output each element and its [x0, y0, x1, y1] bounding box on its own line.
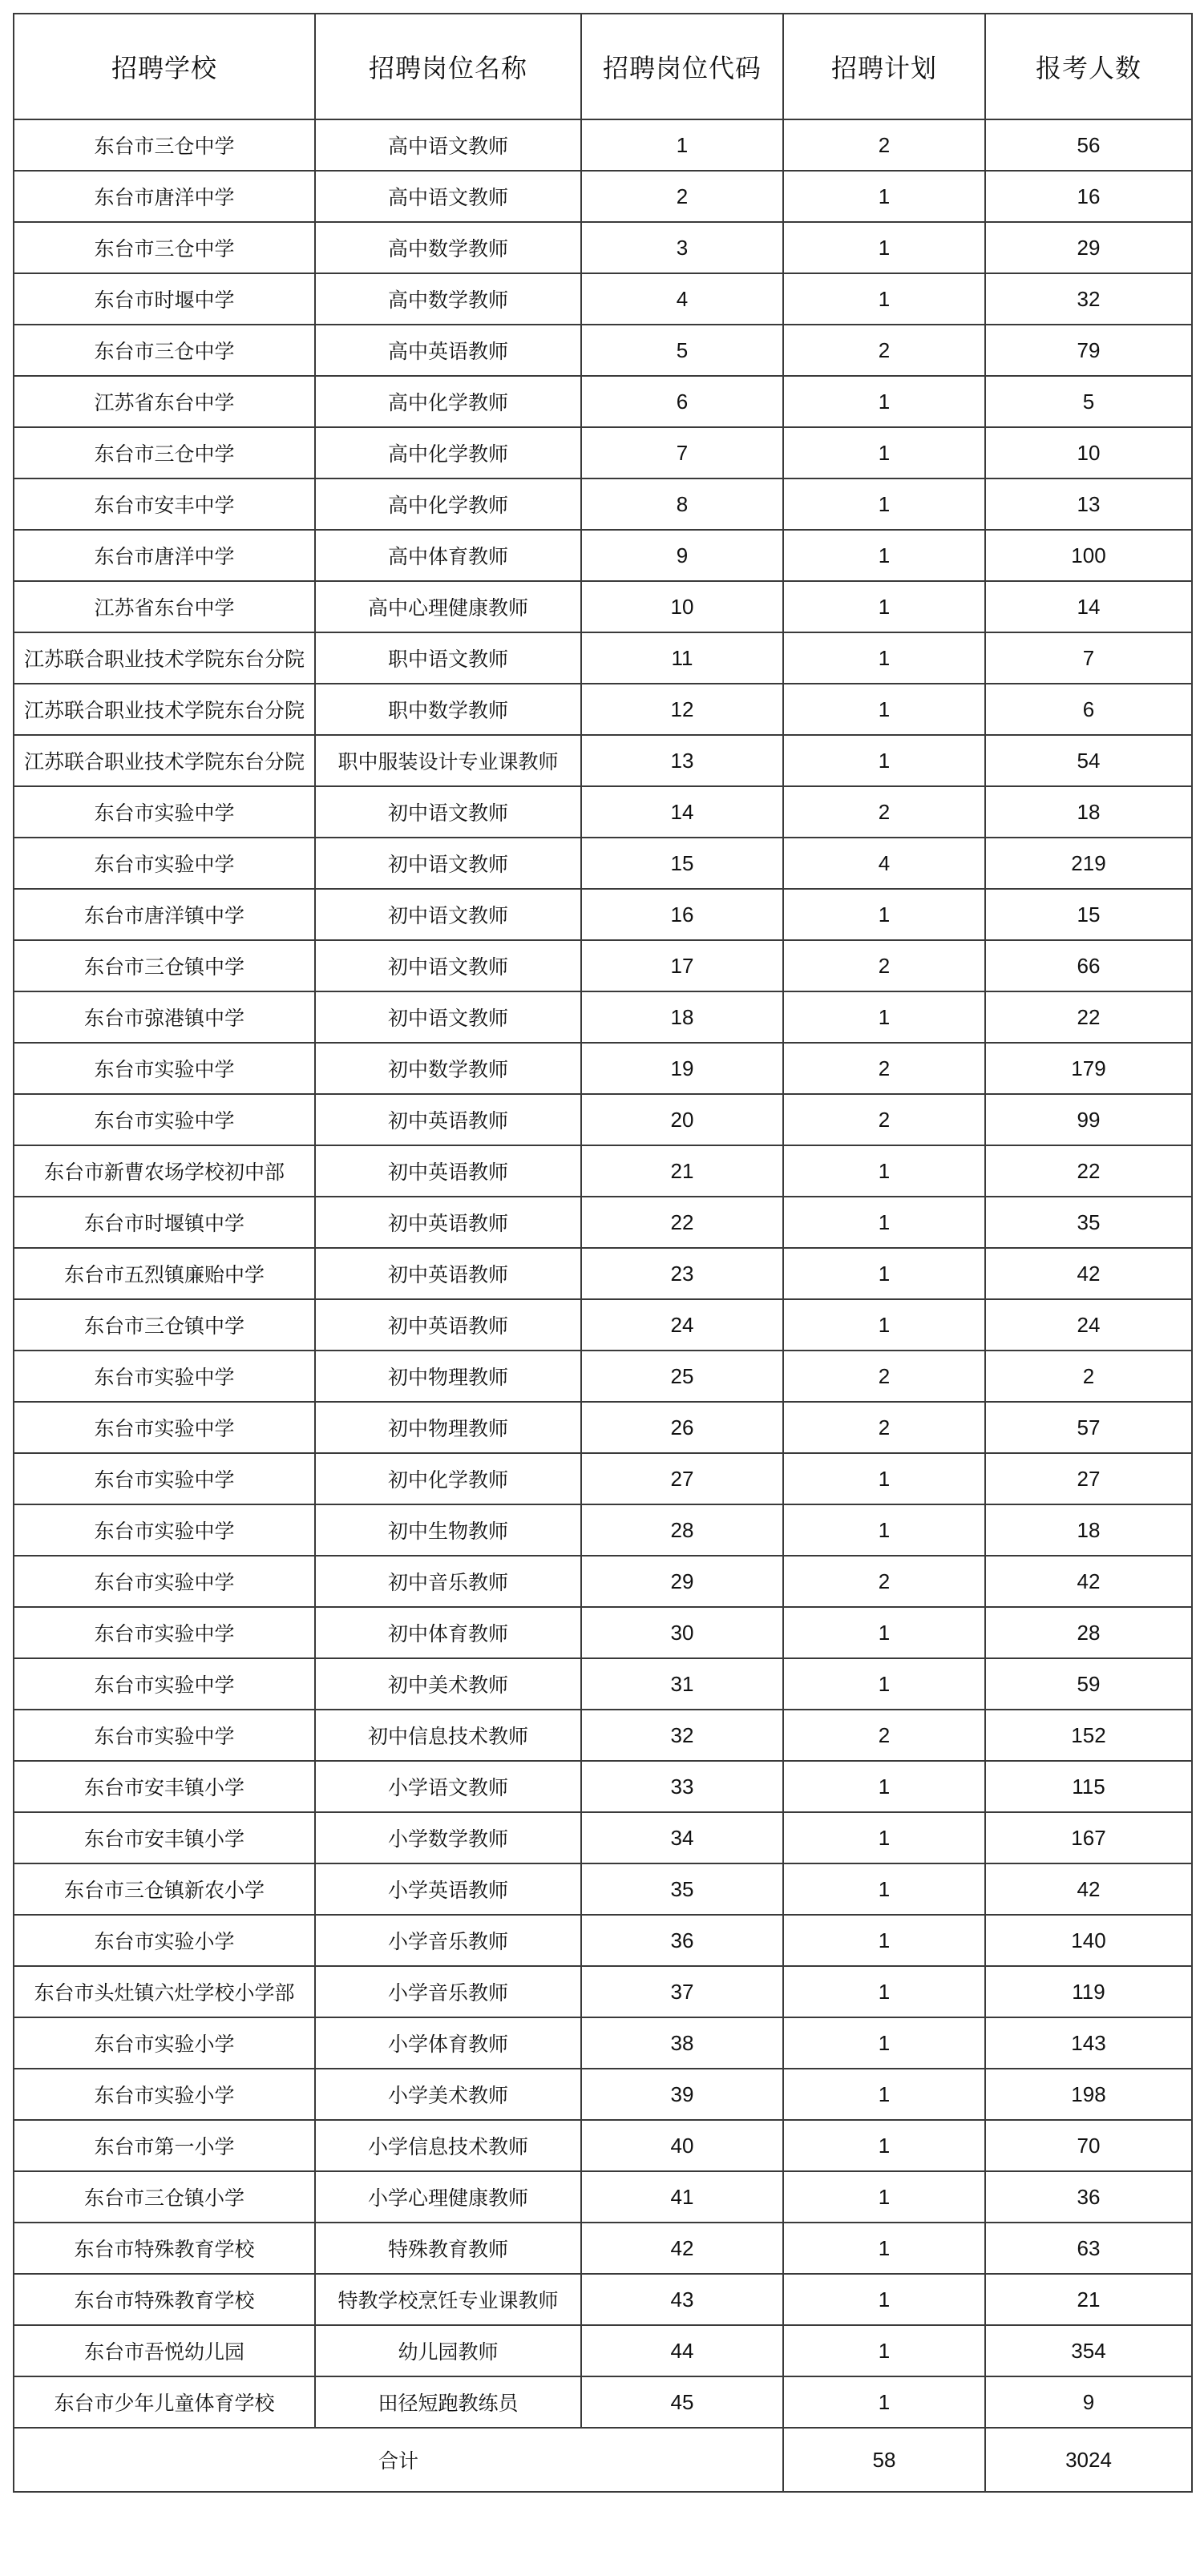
cell-school: 东台市新曹农场学校初中部 [14, 1145, 315, 1197]
cell-school: 东台市特殊教育学校 [14, 2223, 315, 2274]
cell-position: 小学体育教师 [315, 2017, 581, 2069]
header-row [14, 14, 1192, 119]
cell-position: 初中美术教师 [315, 1658, 581, 1710]
cell-applicants: 22 [985, 991, 1192, 1043]
cell-position: 小学音乐教师 [315, 1915, 581, 1966]
cell-school: 东台市实验小学 [14, 2017, 315, 2069]
cell-position: 职中语文教师 [315, 632, 581, 684]
cell-applicants: 56 [985, 119, 1192, 171]
cell-position: 特殊教育教师 [315, 2223, 581, 2274]
cell-plan: 1 [783, 991, 985, 1043]
cell-code: 16 [581, 889, 783, 940]
cell-school: 东台市时堰镇中学 [14, 1197, 315, 1248]
cell-plan: 2 [783, 1556, 985, 1607]
cell-applicants: 54 [985, 735, 1192, 786]
cell-applicants: 119 [985, 1966, 1192, 2017]
cell-plan: 1 [783, 478, 985, 530]
table-row [14, 2069, 1192, 2120]
table-row [14, 222, 1192, 273]
table-row [14, 1094, 1192, 1145]
cell-plan: 1 [783, 2069, 985, 2120]
table-row [14, 1043, 1192, 1094]
cell-code: 8 [581, 478, 783, 530]
cell-school: 东台市少年儿童体育学校 [14, 2376, 315, 2428]
table-row [14, 2223, 1192, 2274]
cell-applicants: 22 [985, 1145, 1192, 1197]
cell-code: 9 [581, 530, 783, 581]
cell-position: 小学英语教师 [315, 1863, 581, 1915]
cell-code: 28 [581, 1504, 783, 1556]
cell-code: 35 [581, 1863, 783, 1915]
cell-school: 东台市弶港镇中学 [14, 991, 315, 1043]
cell-school: 江苏联合职业技术学院东台分院 [14, 684, 315, 735]
table-row [14, 1145, 1192, 1197]
cell-applicants: 42 [985, 1556, 1192, 1607]
cell-plan: 1 [783, 530, 985, 581]
cell-position: 高中语文教师 [315, 171, 581, 222]
cell-plan: 1 [783, 1761, 985, 1812]
cell-position: 初中物理教师 [315, 1351, 581, 1402]
cell-school: 东台市唐洋镇中学 [14, 889, 315, 940]
cell-applicants: 21 [985, 2274, 1192, 2325]
table-row [14, 735, 1192, 786]
cell-school: 江苏省东台中学 [14, 581, 315, 632]
cell-position: 小学信息技术教师 [315, 2120, 581, 2171]
table-row [14, 889, 1192, 940]
table-row [14, 581, 1192, 632]
table-row [14, 684, 1192, 735]
table-row [14, 119, 1192, 171]
cell-school: 东台市安丰镇小学 [14, 1761, 315, 1812]
cell-code: 44 [581, 2325, 783, 2376]
cell-position: 小学数学教师 [315, 1812, 581, 1863]
cell-position: 小学音乐教师 [315, 1966, 581, 2017]
table-row [14, 1710, 1192, 1761]
cell-applicants: 32 [985, 273, 1192, 325]
cell-plan: 1 [783, 2274, 985, 2325]
cell-code: 22 [581, 1197, 783, 1248]
cell-applicants: 79 [985, 325, 1192, 376]
cell-school: 东台市安丰中学 [14, 478, 315, 530]
cell-code: 6 [581, 376, 783, 427]
table-row [14, 325, 1192, 376]
cell-school: 东台市实验中学 [14, 1351, 315, 1402]
table-row [14, 1402, 1192, 1453]
table-row [14, 786, 1192, 838]
cell-position: 职中数学教师 [315, 684, 581, 735]
cell-position: 初中体育教师 [315, 1607, 581, 1658]
cell-school: 东台市头灶镇六灶学校小学部 [14, 1966, 315, 2017]
cell-school: 东台市实验小学 [14, 2069, 315, 2120]
cell-plan: 1 [783, 632, 985, 684]
cell-code: 25 [581, 1351, 783, 1402]
table-row [14, 2376, 1192, 2428]
table-row [14, 1556, 1192, 1607]
cell-applicants: 100 [985, 530, 1192, 581]
table-row [14, 1299, 1192, 1351]
cell-plan: 1 [783, 1197, 985, 1248]
cell-code: 33 [581, 1761, 783, 1812]
cell-school: 江苏省东台中学 [14, 376, 315, 427]
header-plan: 招聘计划 [783, 14, 985, 119]
cell-plan: 1 [783, 1812, 985, 1863]
cell-code: 37 [581, 1966, 783, 2017]
cell-position: 初中语文教师 [315, 940, 581, 991]
cell-position: 初中音乐教师 [315, 1556, 581, 1607]
cell-position: 初中英语教师 [315, 1248, 581, 1299]
cell-plan: 2 [783, 119, 985, 171]
cell-plan: 1 [783, 1453, 985, 1504]
cell-school: 东台市实验中学 [14, 1504, 315, 1556]
cell-school: 江苏联合职业技术学院东台分院 [14, 735, 315, 786]
cell-code: 45 [581, 2376, 783, 2428]
cell-plan: 1 [783, 1145, 985, 1197]
cell-applicants: 99 [985, 1094, 1192, 1145]
cell-position: 初中英语教师 [315, 1094, 581, 1145]
cell-code: 18 [581, 991, 783, 1043]
cell-applicants: 29 [985, 222, 1192, 273]
cell-applicants: 179 [985, 1043, 1192, 1094]
table-row [14, 273, 1192, 325]
table-row [14, 478, 1192, 530]
total-label: 合计 [14, 2428, 783, 2492]
cell-school: 东台市三仓镇小学 [14, 2171, 315, 2223]
cell-applicants: 66 [985, 940, 1192, 991]
table-row [14, 1607, 1192, 1658]
cell-plan: 2 [783, 1402, 985, 1453]
cell-plan: 1 [783, 222, 985, 273]
cell-applicants: 15 [985, 889, 1192, 940]
cell-applicants: 18 [985, 1504, 1192, 1556]
cell-plan: 1 [783, 684, 985, 735]
cell-position: 初中语文教师 [315, 889, 581, 940]
cell-applicants: 36 [985, 2171, 1192, 2223]
cell-code: 4 [581, 273, 783, 325]
cell-position: 特教学校烹饪专业课教师 [315, 2274, 581, 2325]
table-row [14, 1966, 1192, 2017]
recruitment-table-wrapper [13, 13, 1193, 2493]
cell-school: 东台市实验中学 [14, 1710, 315, 1761]
cell-applicants: 167 [985, 1812, 1192, 1863]
table-row [14, 2120, 1192, 2171]
cell-applicants: 42 [985, 1248, 1192, 1299]
cell-code: 15 [581, 838, 783, 889]
cell-plan: 1 [783, 2325, 985, 2376]
cell-position: 初中物理教师 [315, 1402, 581, 1453]
cell-code: 10 [581, 581, 783, 632]
cell-code: 26 [581, 1402, 783, 1453]
cell-plan: 1 [783, 427, 985, 478]
cell-school: 东台市实验中学 [14, 838, 315, 889]
cell-applicants: 27 [985, 1453, 1192, 1504]
cell-plan: 2 [783, 325, 985, 376]
table-row [14, 2325, 1192, 2376]
table-row [14, 991, 1192, 1043]
header-school: 招聘学校 [14, 14, 315, 119]
cell-applicants: 198 [985, 2069, 1192, 2120]
cell-code: 5 [581, 325, 783, 376]
cell-school: 东台市实验中学 [14, 786, 315, 838]
cell-applicants: 63 [985, 2223, 1192, 2274]
cell-applicants: 7 [985, 632, 1192, 684]
cell-applicants: 35 [985, 1197, 1192, 1248]
cell-plan: 2 [783, 1043, 985, 1094]
header-position: 招聘岗位名称 [315, 14, 581, 119]
cell-code: 27 [581, 1453, 783, 1504]
cell-plan: 1 [783, 1966, 985, 2017]
cell-code: 11 [581, 632, 783, 684]
cell-school: 东台市实验中学 [14, 1043, 315, 1094]
cell-applicants: 115 [985, 1761, 1192, 1812]
cell-code: 29 [581, 1556, 783, 1607]
cell-plan: 2 [783, 940, 985, 991]
cell-applicants: 2 [985, 1351, 1192, 1402]
cell-code: 41 [581, 2171, 783, 2223]
cell-position: 高中语文教师 [315, 119, 581, 171]
table-row [14, 1761, 1192, 1812]
cell-school: 东台市三仓镇中学 [14, 1299, 315, 1351]
cell-applicants: 354 [985, 2325, 1192, 2376]
table-row [14, 1351, 1192, 1402]
cell-applicants: 42 [985, 1863, 1192, 1915]
cell-applicants: 18 [985, 786, 1192, 838]
cell-code: 36 [581, 1915, 783, 1966]
cell-applicants: 6 [985, 684, 1192, 735]
cell-position: 初中英语教师 [315, 1145, 581, 1197]
cell-position: 初中语文教师 [315, 991, 581, 1043]
cell-position: 高中英语教师 [315, 325, 581, 376]
cell-plan: 1 [783, 1863, 985, 1915]
cell-plan: 1 [783, 2223, 985, 2274]
cell-code: 39 [581, 2069, 783, 2120]
cell-position: 初中英语教师 [315, 1197, 581, 1248]
table-row [14, 632, 1192, 684]
cell-plan: 1 [783, 1248, 985, 1299]
table-footer [14, 2428, 1192, 2492]
cell-code: 12 [581, 684, 783, 735]
cell-school: 东台市三仓中学 [14, 222, 315, 273]
cell-school: 东台市第一小学 [14, 2120, 315, 2171]
table-body [14, 119, 1192, 2428]
table-row [14, 1863, 1192, 1915]
total-plan: 58 [783, 2428, 985, 2492]
cell-school: 东台市实验中学 [14, 1402, 315, 1453]
header-code: 招聘岗位代码 [581, 14, 783, 119]
table-row [14, 838, 1192, 889]
table-row [14, 1658, 1192, 1710]
cell-position: 小学心理健康教师 [315, 2171, 581, 2223]
table-row [14, 1197, 1192, 1248]
cell-plan: 1 [783, 889, 985, 940]
cell-code: 20 [581, 1094, 783, 1145]
cell-plan: 2 [783, 1710, 985, 1761]
cell-position: 初中语文教师 [315, 838, 581, 889]
cell-plan: 1 [783, 273, 985, 325]
cell-school: 东台市安丰镇小学 [14, 1812, 315, 1863]
cell-code: 7 [581, 427, 783, 478]
total-applicants: 3024 [985, 2428, 1192, 2492]
cell-school: 东台市三仓中学 [14, 325, 315, 376]
cell-applicants: 13 [985, 478, 1192, 530]
cell-school: 东台市五烈镇廉贻中学 [14, 1248, 315, 1299]
cell-school: 东台市时堰中学 [14, 273, 315, 325]
cell-school: 东台市唐洋中学 [14, 171, 315, 222]
cell-position: 高中化学教师 [315, 427, 581, 478]
cell-applicants: 9 [985, 2376, 1192, 2428]
cell-code: 30 [581, 1607, 783, 1658]
table-row [14, 2017, 1192, 2069]
table-row [14, 1812, 1192, 1863]
total-row [14, 2428, 1192, 2492]
cell-position: 高中化学教师 [315, 376, 581, 427]
table-row [14, 2274, 1192, 2325]
cell-school: 东台市实验中学 [14, 1556, 315, 1607]
cell-applicants: 57 [985, 1402, 1192, 1453]
table-row [14, 376, 1192, 427]
cell-school: 东台市实验小学 [14, 1915, 315, 1966]
cell-plan: 1 [783, 581, 985, 632]
cell-position: 高中数学教师 [315, 273, 581, 325]
table-row [14, 1248, 1192, 1299]
table-row [14, 1504, 1192, 1556]
cell-school: 东台市三仓中学 [14, 427, 315, 478]
cell-code: 13 [581, 735, 783, 786]
cell-school: 东台市实验中学 [14, 1607, 315, 1658]
cell-position: 小学美术教师 [315, 2069, 581, 2120]
cell-code: 42 [581, 2223, 783, 2274]
cell-school: 东台市三仓镇中学 [14, 940, 315, 991]
cell-applicants: 140 [985, 1915, 1192, 1966]
header-applicants: 报考人数 [985, 14, 1192, 119]
cell-position: 高中化学教师 [315, 478, 581, 530]
table-row [14, 2171, 1192, 2223]
cell-applicants: 59 [985, 1658, 1192, 1710]
cell-position: 初中信息技术教师 [315, 1710, 581, 1761]
cell-code: 23 [581, 1248, 783, 1299]
cell-plan: 1 [783, 2120, 985, 2171]
cell-plan: 1 [783, 2376, 985, 2428]
cell-school: 江苏联合职业技术学院东台分院 [14, 632, 315, 684]
cell-code: 17 [581, 940, 783, 991]
table-row [14, 940, 1192, 991]
cell-code: 2 [581, 171, 783, 222]
table-header [14, 14, 1192, 119]
cell-code: 43 [581, 2274, 783, 2325]
cell-position: 初中英语教师 [315, 1299, 581, 1351]
cell-applicants: 5 [985, 376, 1192, 427]
cell-plan: 2 [783, 1351, 985, 1402]
cell-school: 东台市唐洋中学 [14, 530, 315, 581]
cell-plan: 1 [783, 376, 985, 427]
cell-school: 东台市吾悦幼儿园 [14, 2325, 315, 2376]
cell-code: 38 [581, 2017, 783, 2069]
cell-plan: 1 [783, 1299, 985, 1351]
cell-position: 田径短跑教练员 [315, 2376, 581, 2428]
cell-code: 32 [581, 1710, 783, 1761]
cell-plan: 1 [783, 735, 985, 786]
cell-code: 40 [581, 2120, 783, 2171]
cell-plan: 2 [783, 786, 985, 838]
cell-position: 初中化学教师 [315, 1453, 581, 1504]
cell-school: 东台市实验中学 [14, 1658, 315, 1710]
table-row [14, 171, 1192, 222]
cell-code: 19 [581, 1043, 783, 1094]
cell-applicants: 28 [985, 1607, 1192, 1658]
cell-plan: 1 [783, 171, 985, 222]
cell-code: 24 [581, 1299, 783, 1351]
cell-position: 幼儿园教师 [315, 2325, 581, 2376]
cell-plan: 4 [783, 838, 985, 889]
table-row [14, 427, 1192, 478]
cell-plan: 1 [783, 2017, 985, 2069]
table-row [14, 1453, 1192, 1504]
cell-position: 高中数学教师 [315, 222, 581, 273]
cell-applicants: 10 [985, 427, 1192, 478]
cell-code: 34 [581, 1812, 783, 1863]
cell-code: 3 [581, 222, 783, 273]
cell-position: 初中语文教师 [315, 786, 581, 838]
cell-plan: 2 [783, 1094, 985, 1145]
cell-position: 职中服装设计专业课教师 [315, 735, 581, 786]
cell-school: 东台市实验中学 [14, 1094, 315, 1145]
cell-code: 14 [581, 786, 783, 838]
table-row [14, 530, 1192, 581]
cell-school: 东台市实验中学 [14, 1453, 315, 1504]
cell-position: 初中数学教师 [315, 1043, 581, 1094]
cell-position: 初中生物教师 [315, 1504, 581, 1556]
cell-school: 东台市特殊教育学校 [14, 2274, 315, 2325]
cell-applicants: 16 [985, 171, 1192, 222]
recruitment-table [13, 13, 1193, 2493]
cell-plan: 1 [783, 1504, 985, 1556]
cell-applicants: 143 [985, 2017, 1192, 2069]
cell-plan: 1 [783, 2171, 985, 2223]
cell-applicants: 152 [985, 1710, 1192, 1761]
cell-code: 31 [581, 1658, 783, 1710]
cell-applicants: 24 [985, 1299, 1192, 1351]
cell-code: 21 [581, 1145, 783, 1197]
cell-position: 小学语文教师 [315, 1761, 581, 1812]
cell-code: 1 [581, 119, 783, 171]
cell-applicants: 14 [985, 581, 1192, 632]
cell-school: 东台市三仓镇新农小学 [14, 1863, 315, 1915]
cell-position: 高中体育教师 [315, 530, 581, 581]
cell-school: 东台市三仓中学 [14, 119, 315, 171]
cell-plan: 1 [783, 1607, 985, 1658]
cell-plan: 1 [783, 1658, 985, 1710]
table-row [14, 1915, 1192, 1966]
cell-applicants: 70 [985, 2120, 1192, 2171]
cell-position: 高中心理健康教师 [315, 581, 581, 632]
cell-applicants: 219 [985, 838, 1192, 889]
cell-plan: 1 [783, 1915, 985, 1966]
